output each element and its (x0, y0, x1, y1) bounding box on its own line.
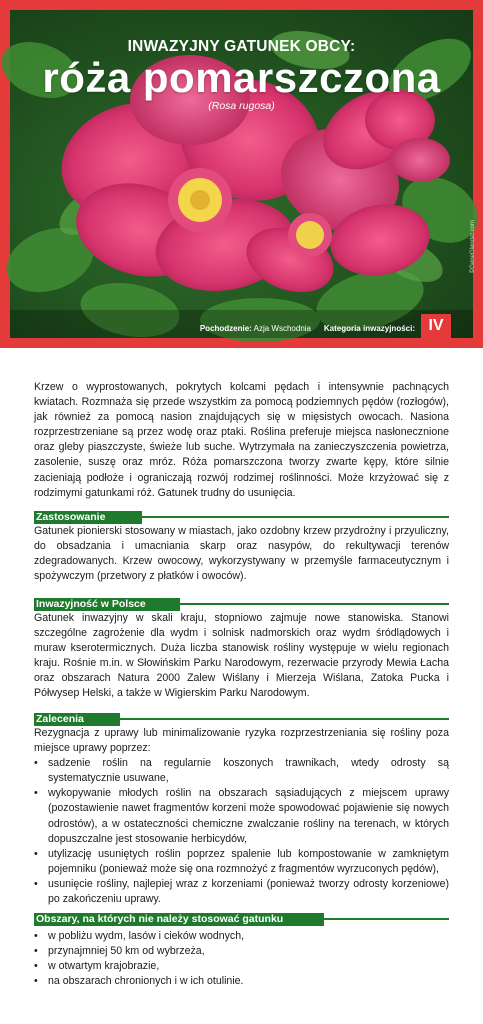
avoid-block (34, 929, 449, 989)
photo-footer (10, 318, 473, 338)
recommendations-intro: Rezygnacja z uprawy lub minimalizowanie ryzyka rozprzestrzeniania się rośliny poza miejsce uprawy poprzez: (34, 727, 449, 755)
photo-credit: ©GeneGlender.com (470, 220, 476, 274)
origin-label: Pochodzenie: (199, 324, 252, 333)
section-heading-use: Zastosowanie (34, 511, 142, 524)
section-rule (120, 718, 449, 720)
list-item: • w otwartym krajobrazie, (34, 959, 449, 974)
rose-photo (10, 10, 476, 338)
avoid-list (34, 929, 449, 989)
use-paragraph: Gatunek pionierski stosowany w miastach, jako ozdobny krzew przydrożny i przyuliczny, do obsadzania i umacniania skarp oraz nasypów, do rekultywacji terenów zdegradowanych. Krzew owocowy, wykorzystywany w przemyśle farmaceutycznym i spożywczym (przetwory z płatków i owoców). (34, 525, 449, 583)
category-label: Kategoria inwazyjności: (323, 324, 415, 333)
latin-name: (Rosa rugosa) (208, 100, 275, 112)
category-badge: IV (421, 314, 451, 338)
species-kicker: INWAZYJNY GATUNEK OBCY: (127, 38, 356, 55)
section-rule (180, 603, 449, 605)
description-paragraph: Krzew o wyprostowanych, pokrytych kolcami pędach i intensywnie pachnących kwiatach. Rozmnaża się przede wszystkim za pomocą podziemnych pędów (rozłogów), jak również za pomocą nasion znajdujących się w mięsistych owocach. Nasiona rozprzestrzeniane są przez wodę oraz ptaki. Roślina preferuje miejsca nasłonecznione oraz gleby piaszczyste, świeże lub suche. Wytrzymała na zanieczyszczenia powietrza, zasolenie, suszę oraz mróz. Róża pomarszczona tworzy zwarte kępy, które silnie zacieniają podłoże i ograniczają rozwój rodzimej roślinności. Może krzyżować się z rodzimymi gatunkami róż. Gatunek trudny do usunięcia. (34, 381, 449, 499)
list-item: • utylizację usuniętych roślin poprzez spalenie lub kompostowanie w zamkniętym pojemniku (ponieważ może się ona rozmnożyć z fragmentów wyrzuconych pędów), (34, 847, 449, 877)
origin-info (200, 324, 311, 333)
section-heading-recommendations: Zalecenia (34, 713, 120, 726)
list-item: • usunięcie rośliny, najlepiej wraz z korzeniami (ponieważ tworzy odrosty korzeniowe) po zakończeniu uprawy. (34, 877, 449, 907)
origin-value: Azja Wschodnia (253, 324, 311, 333)
section-rule (140, 516, 449, 518)
list-item: • w pobliżu wydm, lasów i cieków wodnych, (34, 929, 449, 944)
list-item: • przynajmniej 50 km od wybrzeża, (34, 944, 449, 959)
section-rule (324, 918, 449, 920)
recommendations-block (34, 726, 449, 907)
list-item: • sadzenie roślin na regularnie koszonych trawnikach, wtedy odrosty są systematycznie usuwane, (34, 756, 449, 786)
section-heading-invasiveness: Inwazyjność w Polsce (34, 598, 180, 611)
species-title: róża pomarszczona (42, 54, 441, 101)
list-item: • wykopywanie młodych roślin na obszarach sąsiadujących z miejscem uprawy (pozostawienie nawet fragmentów korzeni może spowodować pojawienie się nowych odrostów), a w ostateczności chemiczne zwalczanie rośliny na terenach, w których dopuszczalne jest stosowanie herbicydów, (34, 786, 449, 846)
invasiveness-paragraph: Gatunek inwazyjny w skali kraju, stopniowo zajmuje nowe stanowiska. Stanowi szczególne zagrożenie dla wydm i solnisk nadmorskich oraz wydm śródlądowych i muraw kserotermicznych. Duża liczba stanowisk rośliny występuje w wielu regionach kraju. Rośnie m.in. w Słowińskim Parku Narodowym, rezerwacie przyrody Mewia Łacha oraz obszarach Natura 2000 Zalew Wiślany i Mierzeja Wiślana, Zatoka Pucka i Półwysep Helski, a także w Wigierskim Parku Narodowym. (34, 612, 449, 700)
recommendations-list (34, 756, 449, 907)
section-heading-avoid: Obszary, na których nie należy stosować gatunku (34, 913, 324, 926)
list-item: • na obszarach chronionych i w ich otulinie. (34, 974, 449, 989)
header-frame (0, 0, 483, 348)
